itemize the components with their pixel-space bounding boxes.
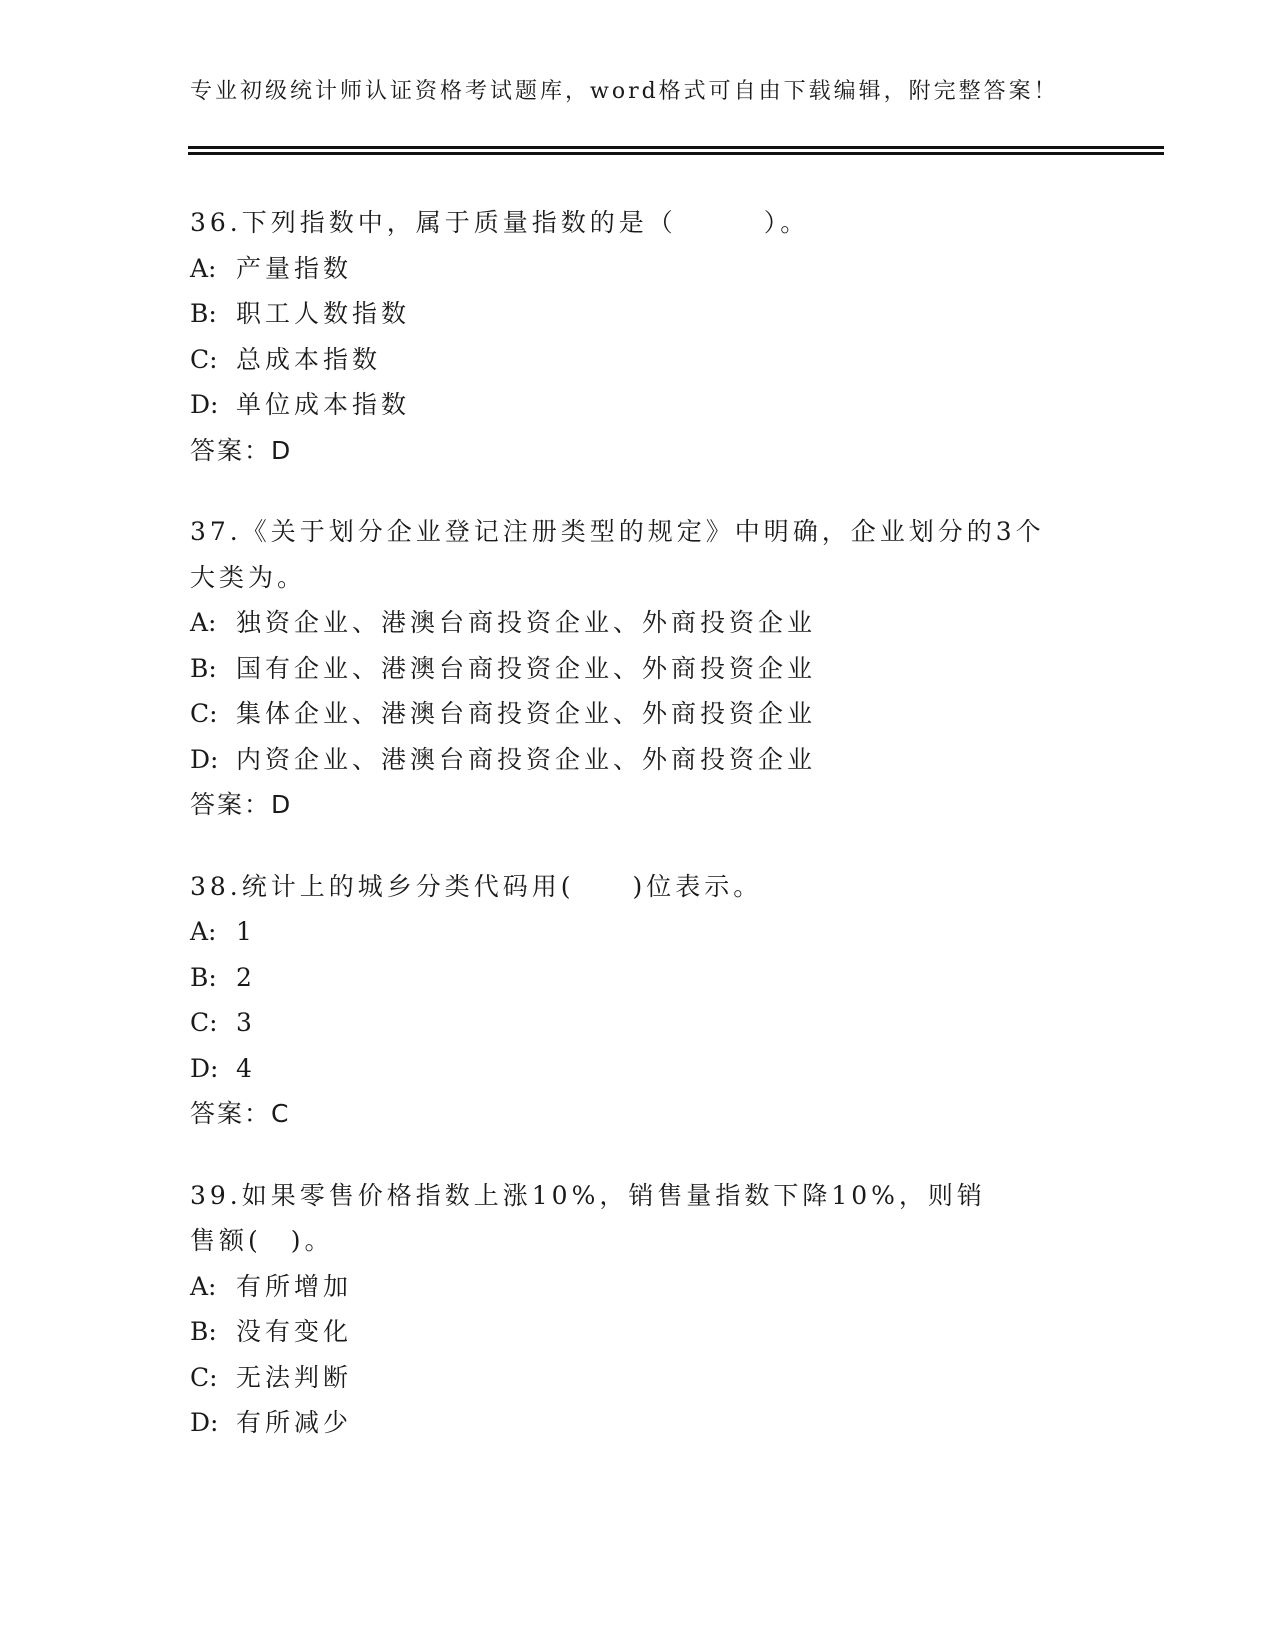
option-text: 独资企业、港澳台商投资企业、外商投资企业 xyxy=(236,608,817,637)
option-key: A: xyxy=(190,917,217,946)
question-list xyxy=(190,200,1150,1482)
option-key: D: xyxy=(190,390,219,419)
option-key: B: xyxy=(190,1317,217,1346)
option-text: 1 xyxy=(236,917,256,946)
option-d xyxy=(190,1400,1150,1446)
option-key: A: xyxy=(190,253,217,283)
option-text: 国有企业、港澳台商投资企业、外商投资企业 xyxy=(236,653,817,683)
option-c xyxy=(190,691,1150,737)
option-text: 4 xyxy=(236,1053,256,1083)
option-c xyxy=(190,1000,1150,1046)
option-key: C: xyxy=(190,699,218,728)
option-text: 无法判断 xyxy=(236,1362,353,1392)
option-key: C: xyxy=(190,344,218,374)
option-key: B: xyxy=(190,299,217,328)
question-38 xyxy=(190,864,1150,1137)
option-text: 集体企业、港澳台商投资企业、外商投资企业 xyxy=(236,699,817,728)
option-c xyxy=(190,337,1150,383)
question-stem: 38.统计上的城乡分类代码用( )位表示。 xyxy=(190,871,763,901)
page-header: 专业初级统计师认证资格考试题库，word格式可自由下载编辑，附完整答案！ xyxy=(190,79,1059,104)
option-b xyxy=(190,291,1150,337)
answer-line: 答案：D xyxy=(190,790,293,819)
question-stem: 37.《关于划分企业登记注册类型的规定》中明确，企业划分的3个大类为。 xyxy=(190,517,1045,592)
option-text: 产量指数 xyxy=(236,253,353,283)
option-d xyxy=(190,737,1150,783)
option-key: B: xyxy=(190,653,217,683)
option-key: D: xyxy=(190,1053,219,1083)
option-key: D: xyxy=(190,744,219,774)
option-text: 3 xyxy=(236,1008,256,1037)
option-key: C: xyxy=(190,1362,218,1392)
question-39 xyxy=(190,1173,1150,1446)
option-a xyxy=(190,600,1150,646)
option-a xyxy=(190,909,1150,955)
option-c xyxy=(190,1355,1150,1401)
option-text: 有所减少 xyxy=(236,1408,353,1437)
option-key: A: xyxy=(190,608,217,637)
option-a xyxy=(190,1264,1150,1310)
option-key: D: xyxy=(190,1408,219,1437)
option-text: 职工人数指数 xyxy=(236,299,411,328)
option-key: A: xyxy=(190,1271,217,1301)
option-d xyxy=(190,382,1150,428)
option-b xyxy=(190,1309,1150,1355)
option-text: 没有变化 xyxy=(236,1317,353,1346)
answer-line: 答案：C xyxy=(190,1099,291,1128)
option-b xyxy=(190,646,1150,692)
option-key: C: xyxy=(190,1008,218,1037)
question-stem: 36.下列指数中，属于质量指数的是（ ）。 xyxy=(190,208,810,237)
option-text: 内资企业、港澳台商投资企业、外商投资企业 xyxy=(236,744,817,774)
option-text: 单位成本指数 xyxy=(236,390,411,419)
header-rule-bottom xyxy=(188,152,1164,155)
option-d xyxy=(190,1046,1150,1092)
option-a xyxy=(190,246,1150,292)
answer-line: 答案：D xyxy=(190,435,293,465)
question-stem: 39.如果零售价格指数上涨10%，销售量指数下降10%，则销售额( )。 xyxy=(190,1180,986,1255)
header-rule-top xyxy=(188,146,1164,149)
option-text: 2 xyxy=(236,962,256,992)
option-text: 有所增加 xyxy=(236,1271,353,1301)
question-36 xyxy=(190,200,1150,473)
option-b xyxy=(190,955,1150,1001)
option-text: 总成本指数 xyxy=(236,344,382,374)
question-37 xyxy=(190,509,1150,828)
option-key: B: xyxy=(190,962,217,992)
